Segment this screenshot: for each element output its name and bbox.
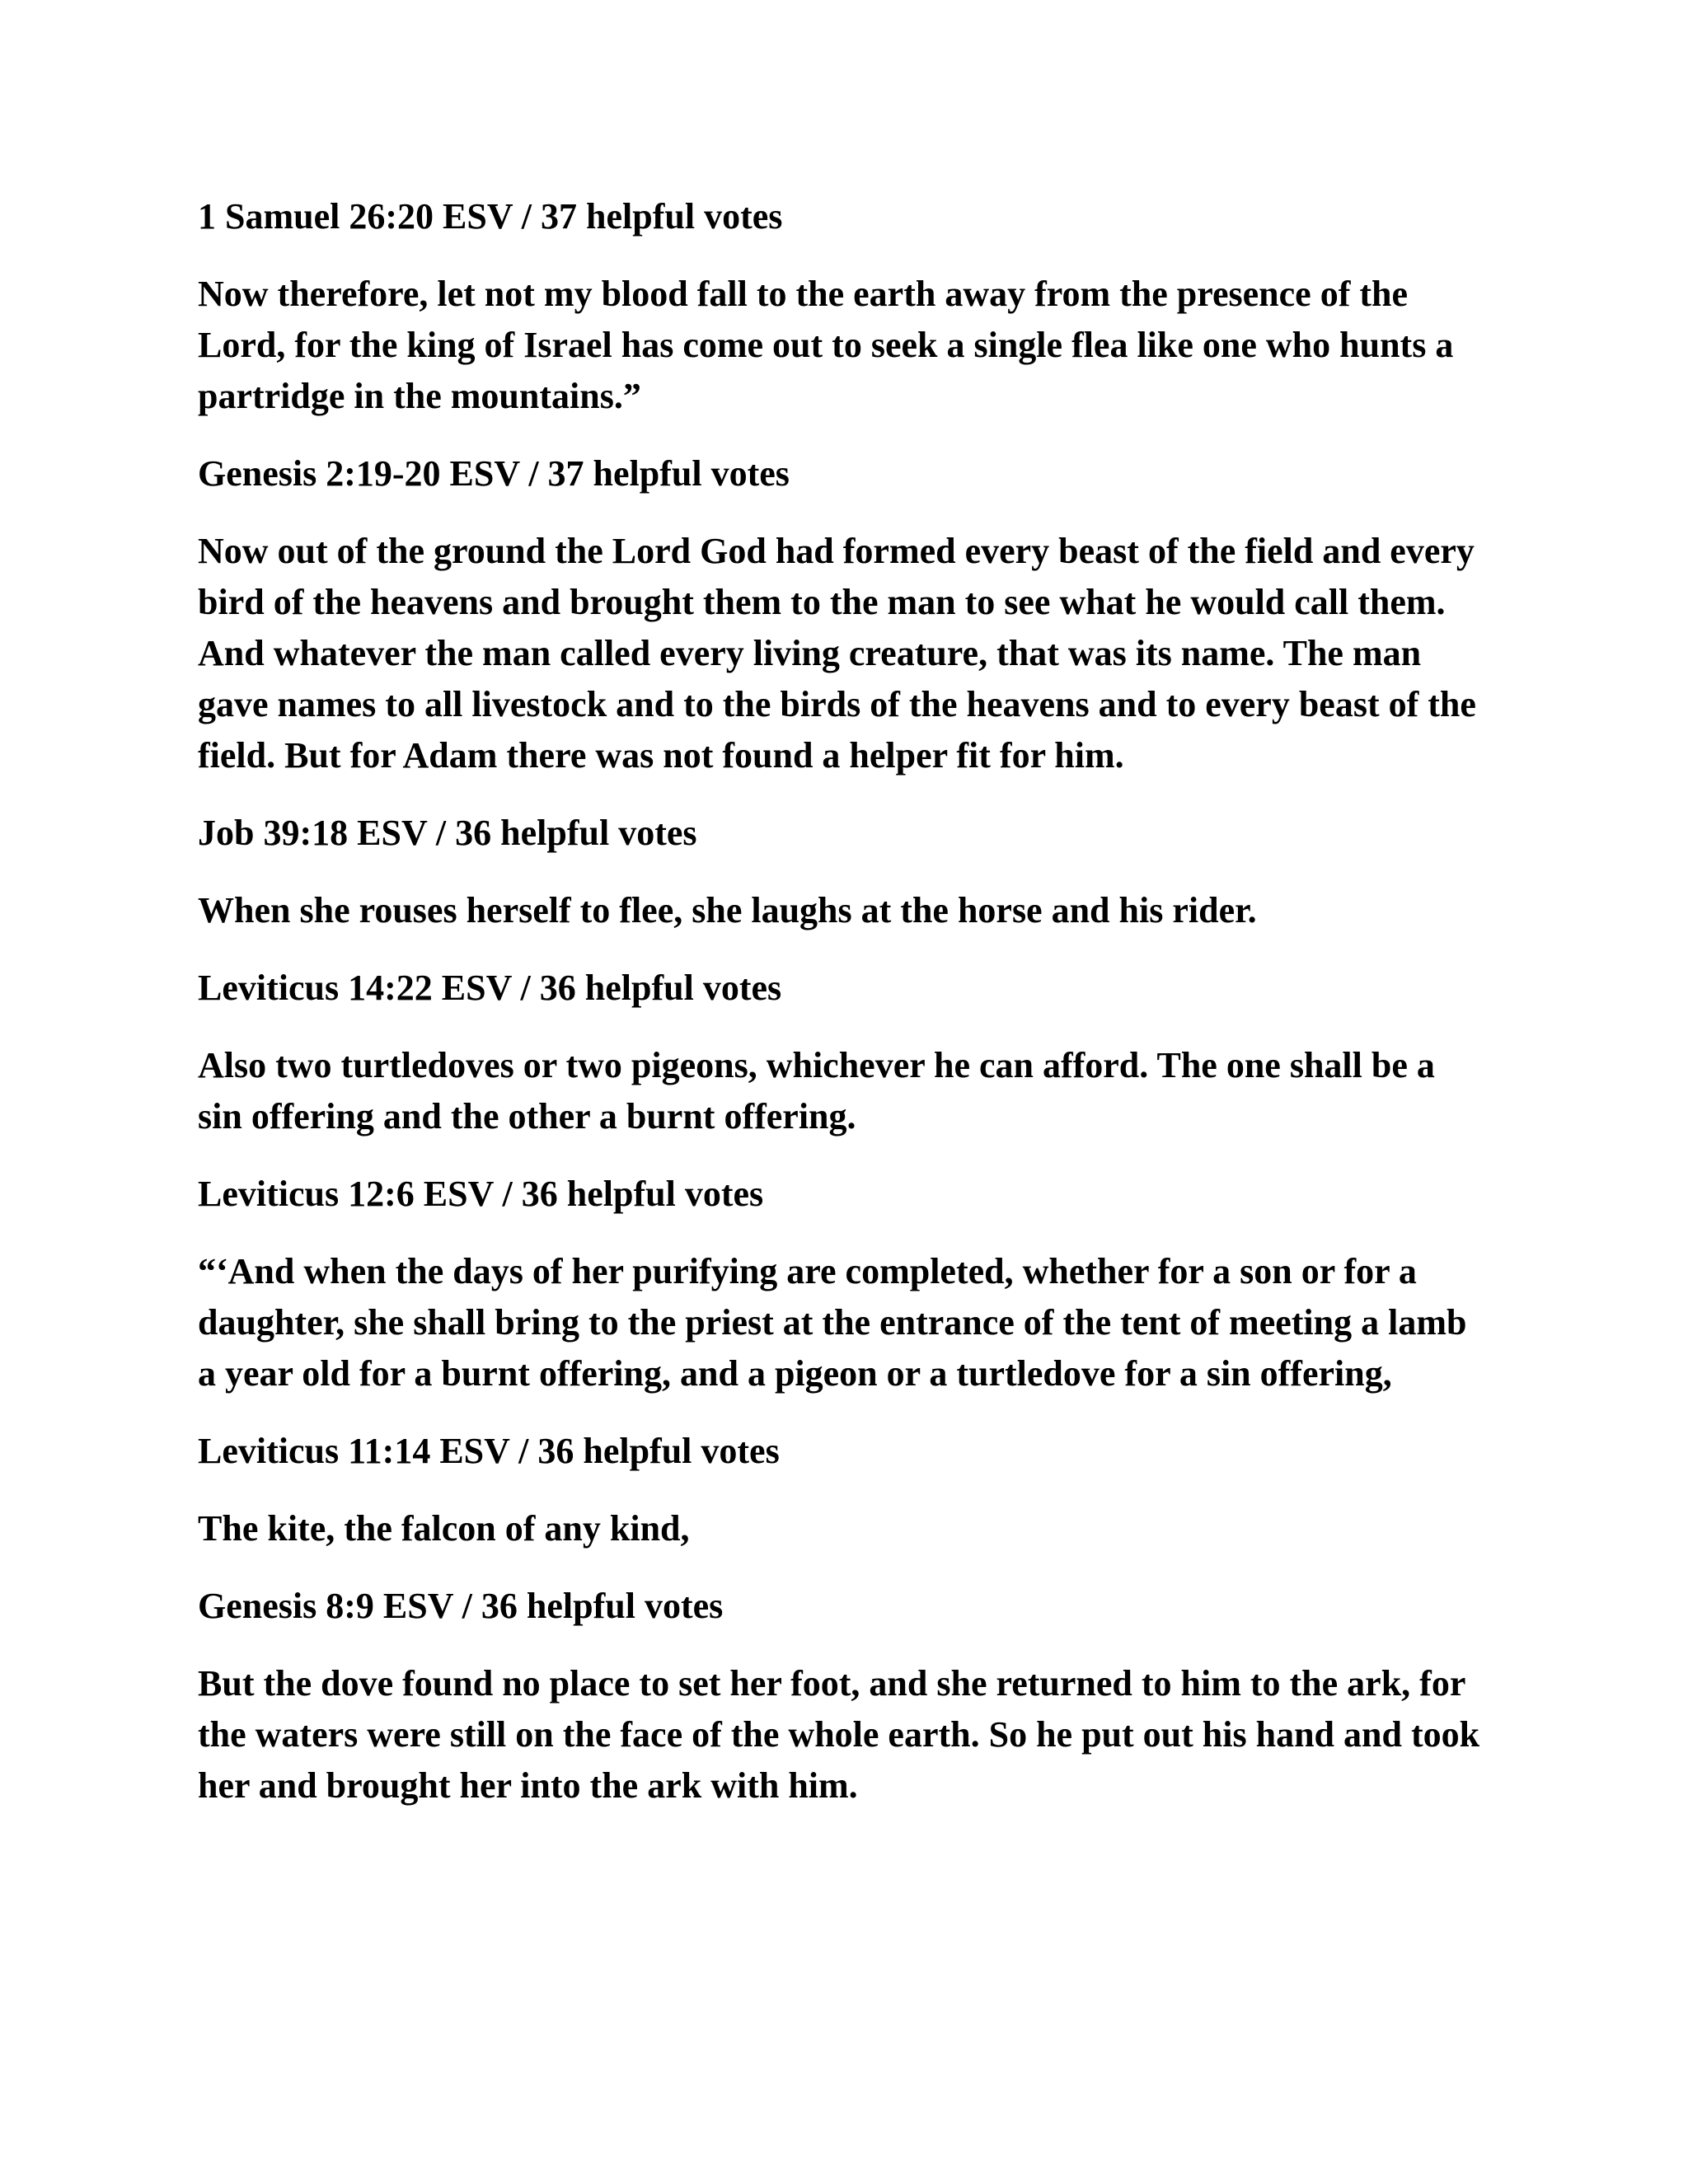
verse-text: The kite, the falcon of any kind,	[198, 1508, 690, 1549]
verse-reference: Genesis 8:9 ESV / 36 helpful votes	[198, 1586, 724, 1626]
verse-entry	[198, 448, 1484, 781]
verse-entry	[198, 191, 1484, 422]
verse-entry	[198, 963, 1484, 1142]
verse-text: Now therefore, let not my blood fall to the earth away from the presence of the Lord, for the king of Israel has come out to seek a single flea like one who hunts a partridge in the mountains.”	[198, 274, 1454, 416]
verse-text: When she rouses herself to flee, she laughs at the horse and his rider.	[198, 890, 1257, 930]
verse-reference: Leviticus 14:22 ESV / 36 helpful votes	[198, 968, 782, 1008]
verse-reference: Job 39:18 ESV / 36 helpful votes	[198, 813, 697, 853]
verse-reference: Leviticus 11:14 ESV / 36 helpful votes	[198, 1431, 780, 1471]
verse-reference: Genesis 2:19-20 ESV / 37 helpful votes	[198, 453, 790, 494]
verse-list	[198, 191, 1484, 1838]
verse-text: But the dove found no place to set her foot, and she returned to him to the ark, for the waters were still on the face of the whole earth. So he put out his hand and took her and brought her into the ark with him.	[198, 1663, 1480, 1806]
verse-entry	[198, 1169, 1484, 1399]
verse-reference: 1 Samuel 26:20 ESV / 37 helpful votes	[198, 196, 783, 237]
verse-reference: Leviticus 12:6 ESV / 36 helpful votes	[198, 1174, 764, 1214]
verse-entry	[198, 1581, 1484, 1811]
verse-entry	[198, 808, 1484, 936]
verse-text: Now out of the ground the Lord God had formed every beast of the field and every bird of the heavens and brought them to the man to see what he would call them. And whatever the man called every living creature, that was its name. The man gave names to all livestock and to the birds of the heavens and to every beast of the field. But for Adam there was not found a helper fit for him.	[198, 531, 1476, 776]
verse-entry	[198, 1426, 1484, 1554]
verse-text: “‘And when the days of her purifying are completed, whether for a son or for a daughter, she shall bring to the priest at the entrance of the tent of meeting a lamb a year old for a burnt offering, and a pigeon or a turtledove for a sin offering,	[198, 1251, 1467, 1394]
verse-text: Also two turtledoves or two pigeons, whichever he can afford. The one shall be a sin offering and the other a burnt offering.	[198, 1045, 1435, 1137]
